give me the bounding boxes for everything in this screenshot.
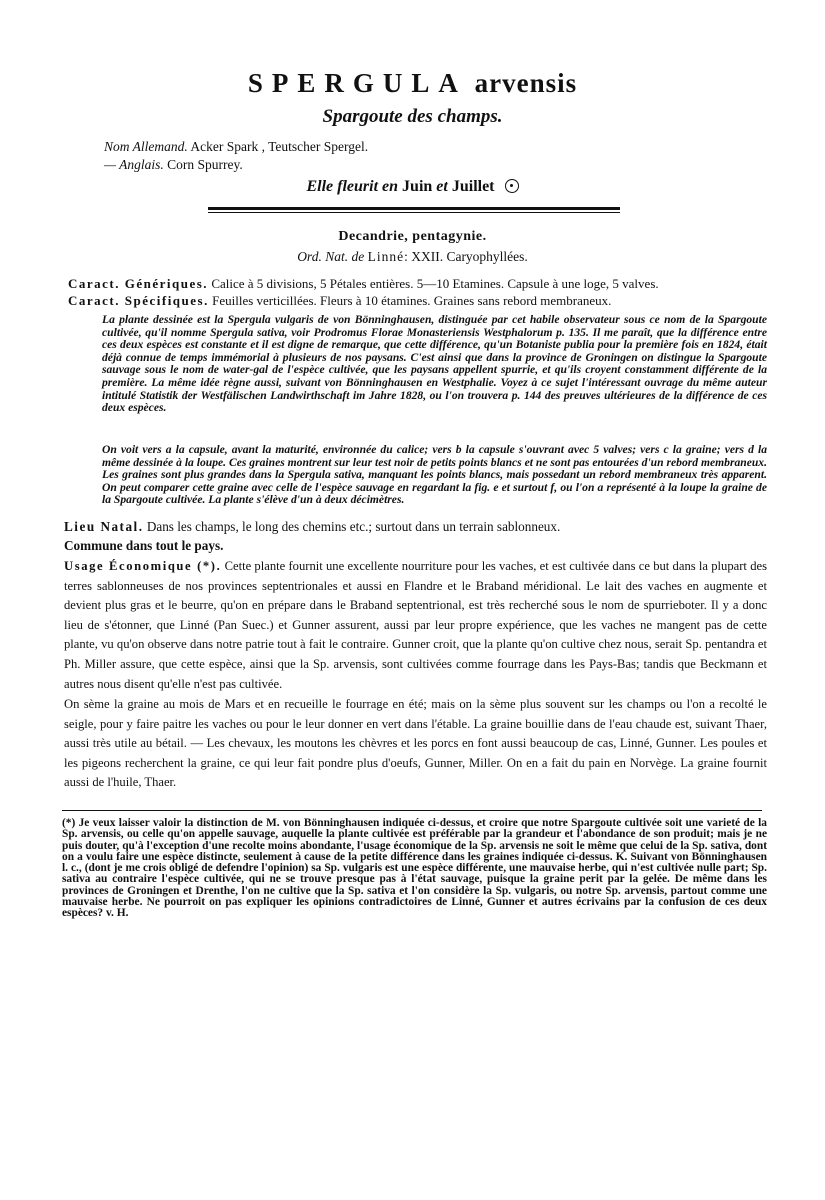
habitat-text: Dans les champs, le long des chemins etc.; surtout dans un terrain sablonneux. [146,519,561,534]
annual-symbol-icon [505,179,519,193]
ord-de: de [351,249,365,264]
name-german [104,138,368,156]
flowering-and: et [436,178,448,195]
generic-characters [68,276,768,292]
flowering-month-2: Juillet [451,178,495,195]
species-name: arvensis [474,68,578,98]
specific-characters [68,293,768,309]
habitat-label: Lieu Natal. [64,519,144,534]
common-names [104,138,368,174]
name-english [104,156,368,174]
flowering-pre: Elle fleurit [306,178,379,195]
generic-text: Calice à 5 divisions, 5 Pétales entières. 5—10 Etamines. Capsule à une loge, 5 valves. [211,276,659,291]
generic-label: Caract. Génériques. [68,276,209,291]
header-rule-thick [208,207,620,210]
french-name: Spargoute des champs. [322,106,503,127]
ord-linne: Linné [367,249,405,264]
description-paragraph-2: On voit vers a la capsule, avant la maturité, environnée du calice; vers b la capsule s'ouvrant avec 5 valves; vers c la graine; vers d la même dessinée à la loupe. Ces graines montrent sur leur test noir de petits points blancs et ne sont pas entourées d'un rebord membraneux. Les graines sont plus grandes dans la Spergula sativa, manquant les points blancs, mais possedant un rebord membraneux très apparent. On peut comparer cette graine avec celle de l'espèce sauvage en regardant la fig. e et surtout f, ou l'on a représenté à la loupe la graine de la Spargoute cultivée. La plante s'élève d'un à deux décimètres. [102,443,767,507]
natural-order [0,249,825,265]
economic-use [64,557,767,694]
description-paragraph-1: La plante dessinée est la Spergula vulgaris de von Bönninghausen, distinguée par cet habile observateur sous ce nom de la Spargoute cultivée, qu'il nomme Spergula sativa, voir Prodromus Florae Monasteriensis Westphalorum p. 135. Il me paraît, que la différence entre ces deux espèces est constante et il est digne de remarque, que cette différence, qu'un Botaniste publia pour la première fois en 1824, était déjà connue de temps immémorial à plusieurs de nos paysans. C'est ainsi que dans la province de Groningen on distingue la Spargoute sauvage sous le nom de water-gal de l'espèce cultivée, que les paysans appellent spurrie, et qu'ils croyent constamment différente de la première. La même idée règne aussi, suivant von Bönninghausen en Westphalie. Voyez à ce sujet l'intéressant ouvrage du même auteur intitulé Statistik der Westfälischen Landwirthschaft im Jahre 1828, ou l'on trouvera p. 144 des preuves ultérieures de la différence de ces deux espèces. [102,313,767,415]
linnaean-class: Decandrie, pentagynie. [338,229,487,244]
footnote-rule [62,810,762,811]
flowering-month-1: Juin [402,178,433,195]
name-english-value: Corn Spurrey. [167,157,243,172]
flowering-en: en [382,178,399,195]
specific-text: Feuilles verticillées. Fleurs à 10 étamines. Graines sans rebord membraneux. [212,293,612,308]
flowering-line [0,178,825,196]
economic-use-label: Usage Économique (*). [64,559,222,573]
header-rule-thin [208,212,620,213]
footnote: (*) Je veux laisser valoir la distinction de M. von Bönninghausen indiquée ci-dessus, et croire que notre Spargoute cultivée soit une varieté de la Sp. arvensis, ou celle qu'on appelle sauvage, auquelle la plante cultivée est préférable par la grandeur et l'abondance de son produit; mais je ne puis douter, qu'à l'exception d'une recolte moins abondante, l'usage économique de la Sp. arvensis ne soit le même que celui de la Sp. sativa, dont on a voulu faire une espèce distincte, seulement à cause de la petite différence dans les graines indiquée ci-dessus. K. Suivant von Bönninghausen l. c., (dont je me crois obligé de defendre l'opinion) sa Sp. vulgaris est une espèce différente, une mauvaise herbe, qui n'est cultivée nulle part; Sp. sativa au contraire l'espèce cultivée, qui ne se trouve presque pas à l'état sauvage, puisque la graine perit par la gelée. De même dans les provinces de Groningen et Drenthe, l'on ne cultive que la Sp. sativa et l'on considère la Sp. vulgaris, ou notre Sp. arvensis, partout comme une mauvaise herbe. Ne pourroit on pas expliquer les opinions contradictoires de Linné, Gunner et autres écrivains par la confusion de ces deux espèces? v. H. [62,817,767,920]
ord-prefix: Ord. Nat. [297,249,349,264]
economic-use-text: Cette plante fournit une excellente nourriture pour les vaches, et est cultivée dans ce but dans la plupart des terres sablonneuses de nos provinces septentrionales et aussi en Flandre et le Braband méridional. Le lait des vaches en augmente et devient plus gras et le beurre, qu'on en prépare dans le Braband septentrional, est très recherché sous le nom de spurrieboter. Il y a donc lieu de s'étonner, que Linné (Pan Suec.) et Gunner assurent, aussi par leur propre expérience, que les vaches ne mangent pas de cette plante, vu qu'on observe dans notre patrie tout à fait le contraire. Gunner croit, que la plante qu'on cultive chez nous, serait Sp. pentandra et Ph. Miller assure, que cette espèce, ainsi que la Sp. arvensis, sont cultivées comme fourrage dans les Pays-Bas; tandis que Beckmann et autres nous disent qu'elle n'est pas cultivée. [64,559,767,691]
native-habitat [64,518,764,536]
page-title [0,68,825,99]
ord-rest: : XXII. Caryophyllées. [404,249,528,264]
habitat-frequency: Commune dans tout le pays. [64,538,224,553]
name-german-value: Acker Spark , Teutscher Spergel. [190,139,369,154]
specific-label: Caract. Spécifiques. [68,293,209,308]
name-english-label: — Anglais. [104,157,164,172]
name-german-label: Nom Allemand. [104,139,188,154]
economic-use-paragraph-2: On sème la graine au mois de Mars et en recueille le fourrage en été; mais on la sème plus souvent sur les champs ou l'on a recolté le seigle, pour y faire paitre les vaches ou pour le leur donner en vert dans l'étable. La graine bouillie dans de l'eau chaude est, suivant Thaer, aussi très utile au bétail. — Les chevaux, les moutons les chèvres et les porcs en font aussi beaucoup de cas, Linné, Gunner. Les poules et les pigeons recherchent la graine, ce qui leur fait pondre plus d'oeufs, Gunner, Miller. On en a fait du pain en Norvège. La graine fournit aussi de l'huile, Thaer. [64,697,767,790]
genus-name: SPERGULA [247,68,467,98]
